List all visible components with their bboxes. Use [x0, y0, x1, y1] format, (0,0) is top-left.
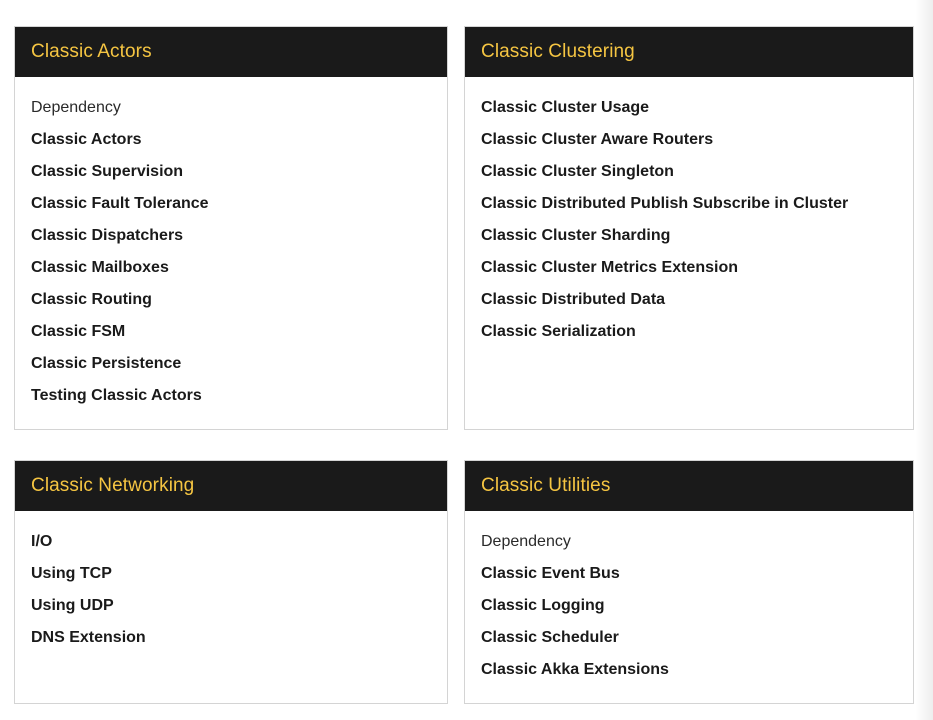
link-classic-distributed-pubsub[interactable]: Classic Distributed Publish Subscribe in Cluster: [481, 195, 849, 212]
link-classic-mailboxes[interactable]: Classic Mailboxes: [31, 259, 169, 276]
link-classic-cluster-usage[interactable]: Classic Cluster Usage: [481, 99, 650, 116]
card-link-list: [465, 77, 913, 352]
link-using-tcp[interactable]: Using TCP: [31, 565, 112, 582]
link-classic-fault-tolerance[interactable]: Classic Fault Tolerance: [31, 195, 209, 212]
link-classic-cluster-aware-routers[interactable]: Classic Cluster Aware Routers: [481, 131, 714, 148]
link-classic-cluster-sharding[interactable]: Classic Cluster Sharding: [481, 227, 671, 244]
link-classic-persistence[interactable]: Classic Persistence: [31, 355, 182, 372]
link-classic-actors[interactable]: Classic Actors: [31, 131, 142, 148]
card-title: Classic Utilities: [481, 475, 611, 496]
link-io[interactable]: I/O: [31, 533, 53, 550]
card-header: [465, 461, 913, 511]
card-link-list: [465, 511, 913, 690]
card-title: Classic Networking: [31, 475, 195, 496]
link-classic-distributed-data[interactable]: Classic Distributed Data: [481, 291, 666, 308]
link-using-udp[interactable]: Using UDP: [31, 597, 114, 614]
page-edge-shadow: [915, 0, 933, 720]
link-classic-logging[interactable]: Classic Logging: [481, 597, 605, 614]
card-header: [465, 27, 913, 77]
link-classic-fsm[interactable]: Classic FSM: [31, 323, 126, 340]
link-dns-extension[interactable]: DNS Extension: [31, 629, 146, 646]
link-classic-dispatchers[interactable]: Classic Dispatchers: [31, 227, 184, 244]
link-classic-cluster-singleton[interactable]: Classic Cluster Singleton: [481, 163, 674, 180]
card-classic-utilities: [464, 460, 914, 704]
card-title: Classic Clustering: [481, 41, 635, 62]
card-classic-actors: [14, 26, 448, 430]
link-classic-serialization[interactable]: Classic Serialization: [481, 323, 636, 340]
link-classic-akka-extensions[interactable]: Classic Akka Extensions: [481, 661, 669, 678]
link-testing-classic-actors[interactable]: Testing Classic Actors: [31, 387, 202, 404]
card-link-list: [15, 77, 447, 416]
link-classic-event-bus[interactable]: Classic Event Bus: [481, 565, 620, 582]
card-link-list: [15, 511, 447, 658]
dependency-label: Dependency: [31, 99, 121, 116]
link-classic-scheduler[interactable]: Classic Scheduler: [481, 629, 619, 646]
card-title: Classic Actors: [31, 41, 152, 62]
card-classic-clustering: [464, 26, 914, 430]
link-classic-routing[interactable]: Classic Routing: [31, 291, 152, 308]
card-classic-networking: [14, 460, 448, 704]
card-header: [15, 27, 447, 77]
link-classic-supervision[interactable]: Classic Supervision: [31, 163, 184, 180]
dependency-label: Dependency: [481, 533, 571, 550]
link-classic-cluster-metrics-extension[interactable]: Classic Cluster Metrics Extension: [481, 259, 738, 276]
card-header: [15, 461, 447, 511]
